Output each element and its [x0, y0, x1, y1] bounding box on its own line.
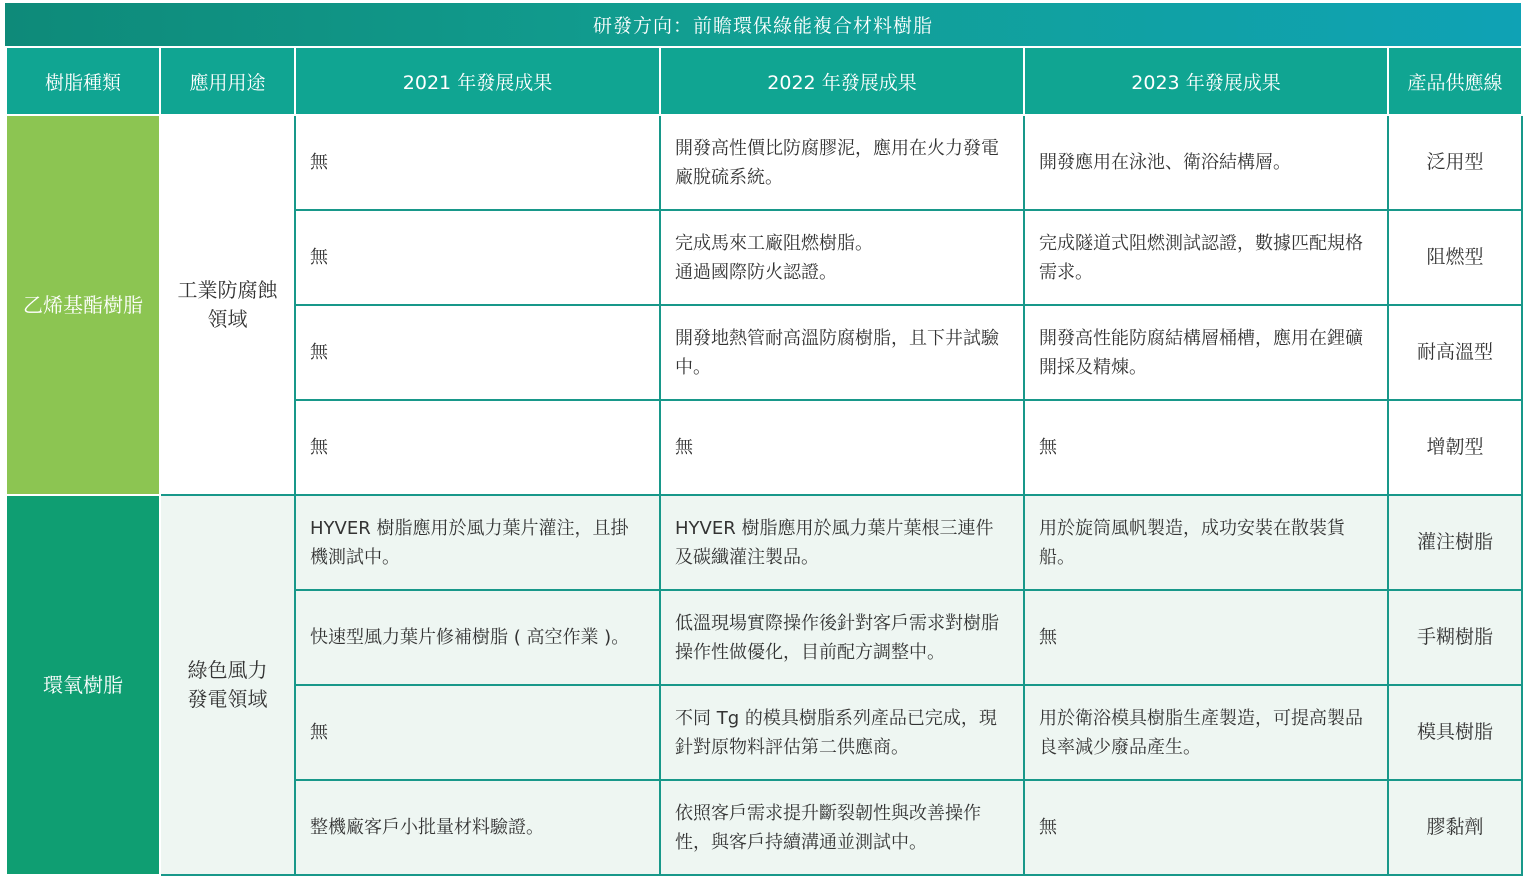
cell-2023: 無	[1024, 590, 1388, 685]
cell-2021: 快速型風力葉片修補樹脂 ( 高空作業 )。	[295, 590, 660, 685]
cell-2022: 開發高性價比防腐膠泥，應用在火力發電廠脫硫系統。	[660, 115, 1024, 210]
cell-2023: 無	[1024, 400, 1388, 495]
header-2021: 2021 年發展成果	[295, 47, 660, 115]
product-cell: 泛用型	[1388, 115, 1522, 210]
cell-2022: HYVER 樹脂應用於風力葉片葉根三連件及碳纖灌注製品。	[660, 495, 1024, 590]
table-row	[6, 115, 1522, 210]
table-title: 研發方向：前瞻環保綠能複合材料樹脂	[5, 3, 1521, 46]
cell-2022: 完成馬來工廠阻燃樹脂。 通過國際防火認證。	[660, 210, 1024, 305]
header-application: 應用用途	[160, 47, 295, 115]
product-cell: 增韌型	[1388, 400, 1522, 495]
resin-category: 乙烯基酯樹脂	[6, 115, 160, 495]
cell-2022: 開發地熱管耐高溫防腐樹脂，且下井試驗中。	[660, 305, 1024, 400]
cell-2022: 無	[660, 400, 1024, 495]
cell-2022: 不同 Tg 的模具樹脂系列產品已完成，現針對原物料評估第二供應商。	[660, 685, 1024, 780]
cell-2022: 低溫現場實際操作後針對客戶需求對樹脂操作性做優化，目前配方調整中。	[660, 590, 1024, 685]
product-cell: 耐高溫型	[1388, 305, 1522, 400]
application-cell: 綠色風力 發電領域	[160, 495, 295, 875]
header-product-line: 產品供應線	[1388, 47, 1522, 115]
product-cell: 模具樹脂	[1388, 685, 1522, 780]
cell-2021: 無	[295, 400, 660, 495]
application-cell: 工業防腐蝕 領域	[160, 115, 295, 495]
header-resin-type: 樹脂種類	[6, 47, 160, 115]
cell-2021: 無	[295, 210, 660, 305]
cell-2023: 用於衛浴模具樹脂生產製造，可提高製品良率減少廢品產生。	[1024, 685, 1388, 780]
header-2022: 2022 年發展成果	[660, 47, 1024, 115]
cell-2023: 開發高性能防腐結構層桶槽，應用在鋰礦開採及精煉。	[1024, 305, 1388, 400]
cell-2021: 無	[295, 305, 660, 400]
cell-2021: 無	[295, 115, 660, 210]
cell-2023: 無	[1024, 780, 1388, 875]
cell-2023: 開發應用在泳池、衛浴結構層。	[1024, 115, 1388, 210]
cell-2021: 整機廠客戶小批量材料驗證。	[295, 780, 660, 875]
cell-2022: 依照客戶需求提升斷裂韌性與改善操作性，與客戶持續溝通並測試中。	[660, 780, 1024, 875]
header-2023: 2023 年發展成果	[1024, 47, 1388, 115]
cell-2021: 無	[295, 685, 660, 780]
research-table	[5, 46, 1523, 876]
cell-2023: 用於旋筒風帆製造，成功安裝在散裝貨船。	[1024, 495, 1388, 590]
product-cell: 阻燃型	[1388, 210, 1522, 305]
product-cell: 灌注樹脂	[1388, 495, 1522, 590]
product-cell: 膠黏劑	[1388, 780, 1522, 875]
cell-2023: 完成隧道式阻燃測試認證，數據匹配規格需求。	[1024, 210, 1388, 305]
header-row	[6, 47, 1522, 115]
table-row	[6, 495, 1522, 590]
cell-2021: HYVER 樹脂應用於風力葉片灌注，且掛機測試中。	[295, 495, 660, 590]
resin-category: 環氧樹脂	[6, 495, 160, 875]
product-cell: 手糊樹脂	[1388, 590, 1522, 685]
